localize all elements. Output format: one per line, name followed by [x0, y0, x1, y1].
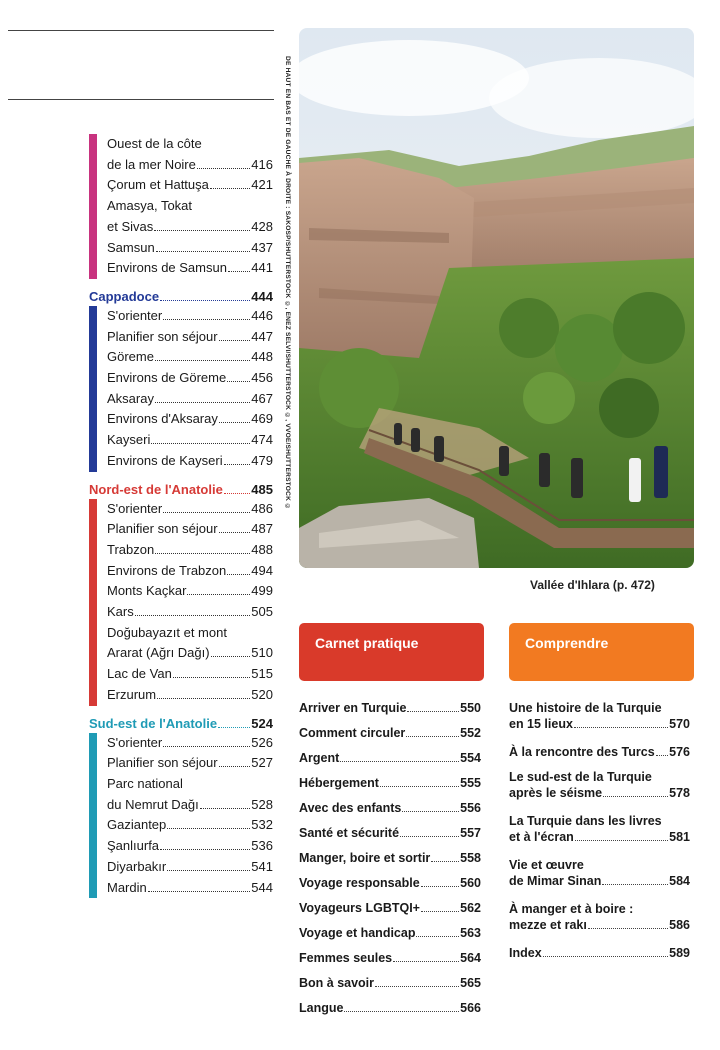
toc-entry-title: Comment circuler	[299, 726, 406, 740]
toc-entry-title: S'orienter	[107, 500, 163, 516]
nord-est-title-text: Nord-est de l'Anatolie	[89, 481, 223, 497]
leader-dots	[344, 1011, 459, 1012]
toc-entry[interactable]	[107, 258, 273, 279]
toc-entry[interactable]	[107, 774, 273, 795]
toc-entry[interactable]	[107, 175, 273, 196]
toc-entry-title: Planifier son séjour	[107, 755, 218, 771]
leader-dots	[588, 928, 668, 929]
toc-entry[interactable]	[107, 581, 273, 602]
leader-dots	[155, 360, 250, 361]
toc-entry-title: Erzurum	[107, 686, 157, 702]
toc-entry[interactable]	[299, 725, 481, 741]
leader-dots	[160, 300, 250, 301]
toc-entry-title: de Mimar Sinan	[509, 874, 602, 888]
toc-entry[interactable]	[107, 836, 273, 857]
sud-est-page: 524	[251, 715, 273, 731]
leader-dots	[211, 656, 251, 657]
leader-dots	[156, 251, 251, 252]
toc-entry[interactable]	[509, 945, 690, 961]
toc-entry[interactable]	[299, 800, 481, 816]
toc-entry-title: Voyage responsable	[299, 876, 420, 890]
leader-dots	[167, 870, 250, 871]
carnet-pratique-button[interactable]	[299, 623, 484, 681]
toc-entry[interactable]	[107, 306, 273, 327]
toc-entry-title: Ararat (Ağrı Dağı)	[107, 645, 210, 661]
toc-entry[interactable]	[107, 664, 273, 685]
toc-entry-title: Voyage et handicap	[299, 926, 416, 940]
leader-dots	[602, 884, 668, 885]
mer-noire-group	[89, 134, 273, 279]
toc-entry-title: mezze et rakı	[509, 918, 587, 932]
toc-entry-page: 526	[251, 734, 273, 750]
toc-entry-title: Diyarbakır	[107, 858, 167, 874]
toc-entry-page: 581	[669, 830, 690, 844]
leader-dots	[227, 381, 250, 382]
toc-entry-page: 421	[251, 177, 273, 193]
photo-caption: Vallée d'Ihlara (p. 472)	[530, 578, 655, 592]
toc-entry-page: 570	[669, 717, 690, 731]
toc-entry-page: 448	[251, 349, 273, 365]
leader-dots	[656, 755, 668, 756]
toc-entry-title: Vie et œuvre	[509, 858, 584, 872]
toc-entry-title: À manger et à boire :	[509, 902, 634, 916]
toc-entry-page: 560	[460, 876, 481, 890]
leader-dots	[187, 594, 250, 595]
leader-dots	[421, 886, 459, 887]
toc-entry-page: 563	[460, 926, 481, 940]
toc-entry-title: après le séisme	[509, 786, 603, 800]
toc-entry-page: 520	[251, 686, 273, 702]
toc-entry-title: Çorum et Hattuşa	[107, 177, 209, 193]
toc-entry-page: 565	[460, 976, 481, 990]
toc-entry[interactable]	[509, 744, 690, 760]
sud-est-title[interactable]	[89, 715, 273, 733]
toc-entry[interactable]	[107, 389, 273, 410]
toc-entry[interactable]	[107, 155, 273, 176]
toc-entry-title: Mardin	[107, 879, 147, 895]
leader-dots	[393, 961, 459, 962]
leader-dots	[218, 727, 250, 728]
toc-entry[interactable]	[509, 769, 690, 801]
leader-dots	[224, 464, 251, 465]
leader-dots	[157, 698, 250, 699]
toc-entry[interactable]	[107, 519, 273, 540]
leader-dots	[154, 230, 250, 231]
toc-entry-title: Environs de Samsun	[107, 260, 227, 276]
leader-dots	[148, 891, 251, 892]
toc-entry-title: Kayseri	[107, 432, 151, 448]
top-rule	[8, 30, 274, 31]
toc-entry-title: Bon à savoir	[299, 976, 375, 990]
toc-entry-page: 564	[460, 951, 481, 965]
toc-entry-page: 584	[669, 874, 690, 888]
toc-entry-title: Planifier son séjour	[107, 521, 218, 537]
toc-entry-title: À la rencontre des Turcs	[509, 745, 655, 759]
toc-entry[interactable]	[107, 499, 273, 520]
leader-dots	[543, 956, 668, 957]
toc-entry-page: 446	[251, 307, 273, 323]
toc-entry[interactable]	[107, 327, 273, 348]
leader-dots	[155, 553, 250, 554]
toc-entry-title: du Nemrut Dağı	[107, 796, 199, 812]
mer-noire-color-bar	[89, 134, 97, 279]
comprendre-button[interactable]	[509, 623, 694, 681]
toc-entry-page: 578	[669, 786, 690, 800]
toc-entry-title: Index	[509, 946, 542, 960]
toc-entry-title: Manger, boire et sortir	[299, 851, 431, 865]
toc-entry-title: Aksaray	[107, 390, 154, 406]
toc-entry[interactable]	[107, 430, 273, 451]
leader-dots	[167, 828, 250, 829]
toc-entry-page: 428	[251, 218, 273, 234]
toc-entry-title: Doğubayazıt et mont	[107, 624, 227, 640]
leader-dots	[416, 936, 459, 937]
toc-entry-page: 589	[669, 946, 690, 960]
toc-entry-title: S'orienter	[107, 307, 163, 323]
toc-entry-title: Santé et sécurité	[299, 826, 400, 840]
toc-entry-title: Environs d'Aksaray	[107, 411, 218, 427]
sud-est-color-bar	[89, 733, 97, 899]
toc-entry[interactable]	[107, 815, 273, 836]
sud-est-group	[89, 733, 273, 899]
leader-dots	[380, 786, 459, 787]
toc-entry-title: Arriver en Turquie	[299, 701, 407, 715]
toc-entry-title: La Turquie dans les livres	[509, 814, 662, 828]
ihlara-valley-photo	[299, 28, 694, 568]
toc-entry[interactable]	[299, 750, 481, 766]
toc-entry-title: Trabzon	[107, 541, 155, 557]
toc-entry-page: 554	[460, 751, 481, 765]
toc-entry-page: 474	[251, 432, 273, 448]
leader-dots	[375, 986, 459, 987]
leader-dots	[219, 766, 251, 767]
leader-dots	[210, 188, 250, 189]
toc-entry-page: 486	[251, 500, 273, 516]
leader-dots	[574, 727, 668, 728]
toc-entry[interactable]	[107, 451, 273, 472]
toc-entry-page: 586	[669, 918, 690, 932]
toc-entry[interactable]	[299, 925, 481, 941]
toc-entry[interactable]	[107, 238, 273, 259]
toc-entry-page: 528	[251, 796, 273, 812]
toc-entry-title: en 15 lieux	[509, 717, 573, 731]
toc-entry[interactable]	[509, 901, 690, 933]
toc-entry[interactable]	[107, 623, 273, 644]
toc-entry-page: 437	[251, 239, 273, 255]
toc-entry[interactable]	[299, 825, 481, 841]
toc-entry[interactable]	[299, 900, 481, 916]
toc-entry[interactable]	[107, 878, 273, 899]
toc-entry[interactable]	[107, 347, 273, 368]
toc-entry[interactable]	[299, 975, 481, 991]
toc-entry-title: Amasya, Tokat	[107, 198, 193, 214]
toc-entry[interactable]	[107, 561, 273, 582]
toc-entry[interactable]	[107, 602, 273, 623]
leader-dots	[219, 422, 250, 423]
toc-entry-title: Hébergement	[299, 776, 379, 790]
leader-dots	[163, 319, 250, 320]
leader-dots	[135, 615, 251, 616]
leader-dots	[173, 677, 250, 678]
photo-credit: DE HAUT EN BAS ET DE GAUCHE À DROITE : SAKOSP/SHUTTERSTOCK ©, ENEZ SELVI/SHUTTERSTOCK ©, VVOE/SHUTTERSTOCK ©	[284, 56, 291, 511]
toc-entry[interactable]	[107, 368, 273, 389]
toc-entry-title: Lac de Van	[107, 666, 172, 682]
toc-entry[interactable]	[107, 733, 273, 754]
leader-dots	[575, 840, 668, 841]
toc-entry-title: S'orienter	[107, 734, 163, 750]
toc-entry-page: 527	[251, 755, 273, 771]
toc-entry-title: Şanlıurfa	[107, 838, 160, 854]
nord-est-color-bar	[89, 499, 97, 706]
comprendre-label: Comprendre	[525, 635, 609, 651]
toc-entry-page: 479	[251, 452, 273, 468]
toc-entry-title: Samsun	[107, 239, 155, 255]
leader-dots	[160, 849, 250, 850]
toc-entry[interactable]	[107, 217, 273, 238]
leader-dots	[431, 861, 459, 862]
toc-entry-title: Gaziantep	[107, 817, 167, 833]
toc-entry-title: Femmes seules	[299, 951, 393, 965]
toc-entry[interactable]	[107, 795, 273, 816]
cappadoce-color-bar	[89, 306, 97, 472]
toc-entry[interactable]	[299, 875, 481, 891]
carnet-pratique-list	[299, 700, 481, 1025]
toc-entry-page: 488	[251, 541, 273, 557]
leader-dots	[228, 271, 250, 272]
toc-entry-title: Environs de Göreme	[107, 370, 227, 386]
leader-dots	[340, 761, 459, 762]
toc-entry[interactable]	[509, 857, 690, 889]
leader-dots	[200, 808, 251, 809]
toc-entry[interactable]	[299, 1000, 481, 1016]
toc-entry[interactable]	[107, 540, 273, 561]
toc-entry-page: 562	[460, 901, 481, 915]
toc-entry-title: Le sud-est de la Turquie	[509, 770, 652, 784]
nord-est-group	[89, 499, 273, 706]
leader-dots	[224, 493, 250, 494]
toc-entry[interactable]	[509, 700, 690, 732]
leader-dots	[603, 796, 668, 797]
leader-dots	[219, 340, 251, 341]
toc-entry[interactable]	[299, 950, 481, 966]
toc-entry[interactable]	[509, 813, 690, 845]
toc-entry-page: 494	[251, 562, 273, 578]
toc-entry-page: 555	[460, 776, 481, 790]
leader-dots	[407, 711, 459, 712]
leader-dots	[163, 746, 250, 747]
toc-entry[interactable]	[107, 643, 273, 664]
toc-entry-title: Voyageurs LGBTQI+	[299, 901, 420, 915]
toc-entry-page: 515	[251, 666, 273, 682]
leader-dots	[400, 836, 459, 837]
toc-entry-page: 536	[251, 838, 273, 854]
toc-entry[interactable]	[107, 857, 273, 878]
toc-entry-title: Kars	[107, 604, 134, 620]
leader-dots	[163, 512, 250, 513]
toc-entry-title: Ouest de la côte	[107, 136, 202, 151]
toc-entry-title: et Sivas	[107, 218, 154, 234]
cappadoce-title[interactable]	[89, 288, 273, 306]
toc-entry[interactable]	[107, 196, 273, 217]
toc-entry-title: Göreme	[107, 349, 154, 365]
toc-entry[interactable]	[107, 409, 273, 430]
toc-entry-page: 467	[251, 390, 273, 406]
toc-entry-page: 487	[251, 521, 273, 537]
toc-entry[interactable]	[107, 685, 273, 706]
valley-illustration	[299, 28, 694, 568]
cappadoce-group	[89, 306, 273, 472]
toc-entry-title: Planifier son séjour	[107, 328, 218, 344]
leader-dots	[421, 911, 459, 912]
toc-entry-title: et à l'écran	[509, 830, 574, 844]
leader-dots	[227, 574, 250, 575]
cappadoce-title-text: Cappadoce	[89, 288, 160, 304]
toc-entry-title: Avec des enfants	[299, 801, 402, 815]
toc-entry-page: 469	[251, 411, 273, 427]
toc-entry-page: 532	[251, 817, 273, 833]
toc-entry-page: 552	[460, 726, 481, 740]
toc-entry-page: 566	[460, 1001, 481, 1015]
second-rule	[8, 99, 274, 100]
toc-entry-page: 544	[251, 879, 273, 895]
toc-entry-title: de la mer Noire	[107, 156, 196, 172]
toc-entry-title: Langue	[299, 1001, 344, 1015]
toc-entry-page: 550	[460, 701, 481, 715]
toc-entry-title: Parc national	[107, 775, 183, 791]
toc-entry-title: Environs de Trabzon	[107, 562, 227, 578]
leader-dots	[402, 811, 459, 812]
toc-entry-page: 456	[251, 370, 273, 386]
toc-entry-page: 541	[251, 858, 273, 874]
toc-entry-title: Une histoire de la Turquie	[509, 701, 662, 715]
leader-dots	[219, 532, 251, 533]
toc-entry-page: 505	[251, 604, 273, 620]
toc-entry-page: 576	[669, 745, 690, 759]
toc-entry-page: 447	[251, 328, 273, 344]
comprendre-list	[509, 700, 690, 970]
toc-entry-title: Argent	[299, 751, 340, 765]
toc-entry-page: 558	[460, 851, 481, 865]
leader-dots	[197, 168, 250, 169]
toc-entry[interactable]	[299, 850, 481, 866]
leader-dots	[151, 443, 250, 444]
toc-entry-page: 441	[251, 260, 273, 276]
toc-entry[interactable]	[107, 753, 273, 774]
toc-entry[interactable]	[107, 134, 273, 155]
toc-entry-title: Environs de Kayseri	[107, 452, 223, 468]
toc-entry-page: 499	[251, 583, 273, 599]
toc-entry-page: 510	[251, 645, 273, 661]
toc-entry-page: 556	[460, 801, 481, 815]
toc-entry-page: 557	[460, 826, 481, 840]
toc-entry-title: Monts Kaçkar	[107, 583, 187, 599]
toc-entry[interactable]	[299, 700, 481, 716]
nord-est-title[interactable]	[89, 481, 273, 499]
nord-est-page: 485	[251, 481, 273, 497]
cappadoce-page: 444	[251, 288, 273, 304]
leader-dots	[406, 736, 459, 737]
toc-left-column	[89, 134, 273, 898]
sud-est-title-text: Sud-est de l'Anatolie	[89, 715, 218, 731]
carnet-pratique-label: Carnet pratique	[315, 635, 419, 651]
toc-entry-page: 416	[251, 156, 273, 172]
toc-entry[interactable]	[299, 775, 481, 791]
leader-dots	[155, 402, 250, 403]
